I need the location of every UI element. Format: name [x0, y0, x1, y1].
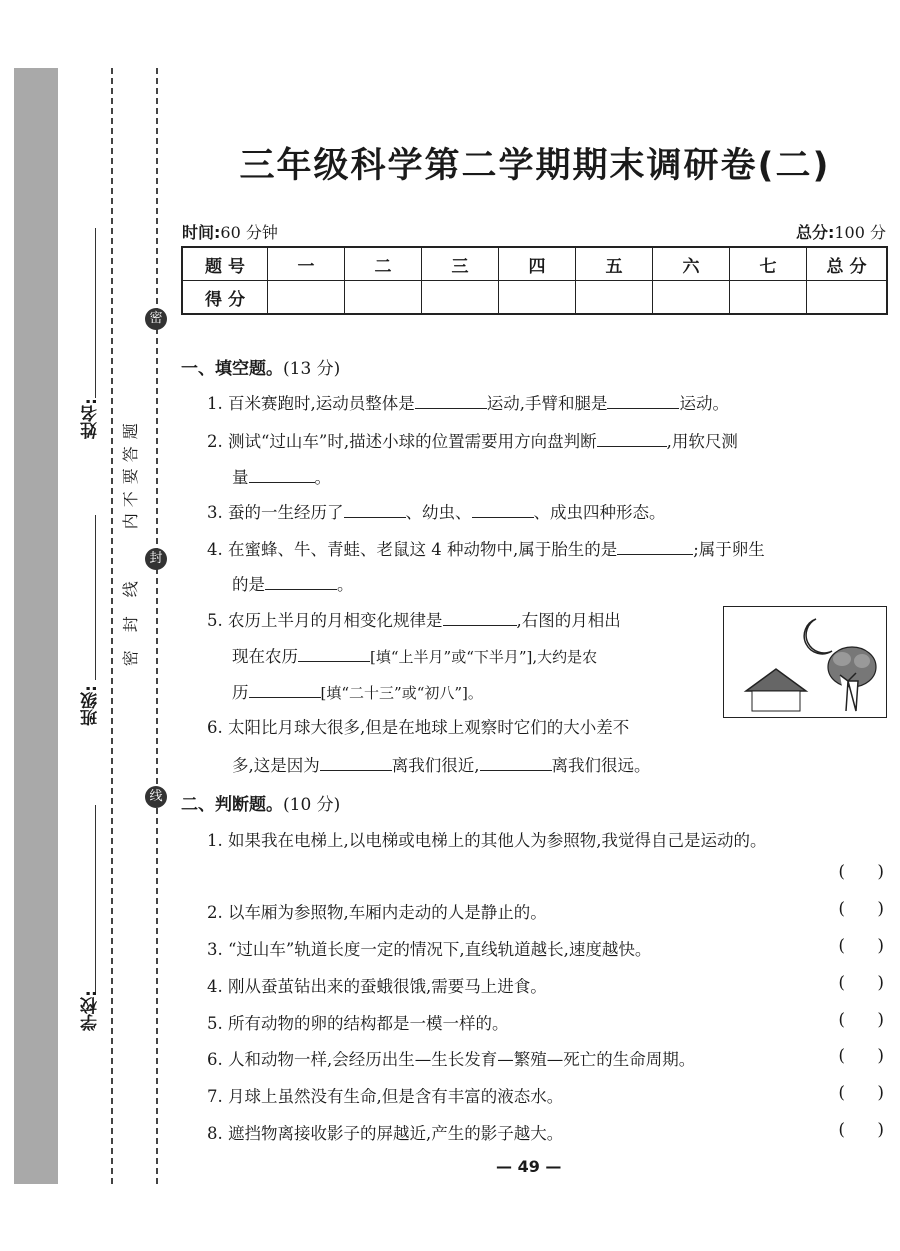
- fill-question-3: [207, 499, 666, 523]
- fill-question-6: [207, 714, 629, 738]
- q6-blank-1[interactable]: [320, 752, 392, 771]
- q1-blank-1[interactable]: [415, 390, 487, 409]
- time-value: 60 分钟: [220, 223, 278, 242]
- q4-text-d: 。: [337, 575, 354, 595]
- q2-text-a: 2. 测试“过山车”时,描述小球的位置需要用方向盘判断: [207, 432, 597, 452]
- q5-text-c: 现在农历: [232, 647, 298, 667]
- school-label: 学校:: [80, 990, 101, 1031]
- moon-phase-figure: [723, 606, 887, 718]
- score-table: [181, 246, 888, 315]
- q5-text-a: 5. 农历上半月的月相变化规律是: [207, 611, 443, 631]
- q2-text-b: ,用软尺测: [666, 432, 738, 452]
- q1-blank-2[interactable]: [607, 390, 679, 409]
- seal-feng: 封: [145, 548, 167, 570]
- score-header-cell: 一: [268, 247, 345, 281]
- crescent-moon-icon: [804, 619, 832, 654]
- fill-question-4: [207, 536, 765, 560]
- q4-text-b: ;属于卵生: [693, 540, 765, 560]
- q3-text-b: 、幼虫、: [405, 503, 472, 523]
- name-label: 姓名:: [80, 398, 101, 439]
- score-header-cell: 总 分: [807, 247, 888, 281]
- notice-char: 不: [120, 490, 140, 507]
- notice-char: 线: [120, 581, 140, 598]
- fill-question-4-cont: [232, 571, 354, 595]
- vertical-notice-2: [120, 578, 142, 670]
- judge-answer-5[interactable]: ( ): [838, 1010, 884, 1030]
- q4-text-a: 4. 在蜜蜂、牛、青蛙、老鼠这 4 种动物中,属于胎生的是: [207, 540, 618, 560]
- q4-blank-1[interactable]: [617, 536, 693, 555]
- judge-question-5: 5. 所有动物的卵的结构都是一模一样的。: [207, 1014, 509, 1033]
- total-value: 100 分: [834, 223, 886, 242]
- q6-blank-2[interactable]: [480, 752, 552, 771]
- fill-question-1: [207, 390, 729, 414]
- total-info: [796, 220, 886, 243]
- notice-char: 答: [120, 445, 140, 462]
- q3-blank-2[interactable]: [472, 499, 534, 518]
- judge-answer-6[interactable]: ( ): [838, 1046, 884, 1066]
- q6-text-a: 6. 太阳比月球大很多,但是在地球上观察时它们的大小差不: [207, 718, 630, 737]
- name-line: [95, 228, 96, 398]
- score-header-cell: 三: [422, 247, 499, 281]
- fill-question-6-cont: [232, 752, 651, 776]
- notice-char: 封: [120, 615, 140, 632]
- judge-answer-2[interactable]: ( ): [838, 899, 884, 919]
- section1-heading: [181, 354, 340, 379]
- score-header-cell: 六: [653, 247, 730, 281]
- score-cell[interactable]: [576, 281, 653, 315]
- class-line: [95, 515, 96, 680]
- notice-char: 密: [120, 650, 140, 667]
- section2-heading: [181, 790, 340, 815]
- section2-points: (10 分): [283, 795, 341, 815]
- notice-char: 内: [120, 513, 140, 530]
- time-label: 时间:: [182, 223, 221, 242]
- q5-blank-2[interactable]: [298, 643, 370, 662]
- house-roof-icon: [746, 669, 806, 691]
- notice-char: 要: [120, 468, 140, 485]
- q5-blank-1[interactable]: [443, 607, 517, 626]
- q4-text-c: 的是: [232, 575, 265, 595]
- q4-blank-2[interactable]: [265, 571, 337, 590]
- judge-answer-1[interactable]: ( ): [838, 862, 884, 882]
- fill-question-2-cont: [232, 464, 331, 488]
- score-cell[interactable]: [653, 281, 730, 315]
- score-cell[interactable]: [807, 281, 888, 315]
- q1-text-a: 1. 百米赛跑时,运动员整体是: [207, 394, 415, 414]
- notice-char: 题: [120, 423, 140, 440]
- q6-text-c: 离我们很近,: [391, 756, 480, 776]
- q5-text-d: [填“上半月”或“下半月”],大约是农: [370, 648, 598, 667]
- moon-scene-illustration: [724, 607, 886, 717]
- fill-question-5-cont2: [232, 679, 483, 703]
- q3-text-c: 、成虫四种形态。: [533, 503, 666, 523]
- q5-text-f: [填“二十三”或“初八”]。: [320, 684, 483, 703]
- judge-answer-8[interactable]: ( ): [838, 1120, 884, 1140]
- cut-line-inner: [156, 68, 158, 1184]
- page-title: 三年级科学第二学期期末调研卷(二): [239, 146, 831, 186]
- seal-xian: 线: [145, 786, 167, 808]
- seal-mi: 密: [145, 308, 167, 330]
- section1-points: (13 分): [283, 359, 341, 379]
- total-label: 总分:: [795, 223, 835, 242]
- vertical-notice: [120, 420, 142, 533]
- binding-strip: [14, 68, 58, 1184]
- judge-question-7: 7. 月球上虽然没有生命,但是含有丰富的液态水。: [207, 1087, 564, 1106]
- section1-title: 一、填空题。: [181, 359, 283, 379]
- class-field: [70, 685, 110, 730]
- judge-question-2: 2. 以车厢为参照物,车厢内走动的人是静止的。: [207, 903, 547, 922]
- q2-blank-1[interactable]: [597, 428, 667, 447]
- score-cell[interactable]: [730, 281, 807, 315]
- q3-text-a: 3. 蚕的一生经历了: [207, 503, 344, 523]
- score-header-cell: 七: [730, 247, 807, 281]
- page-number: — 49 —: [496, 1157, 562, 1176]
- q6-text-b: 多,这是因为: [232, 756, 320, 776]
- score-cell[interactable]: [422, 281, 499, 315]
- score-cell[interactable]: [268, 281, 345, 315]
- score-header-cell: 题 号: [182, 247, 268, 281]
- class-label: 班级:: [80, 685, 101, 726]
- q3-blank-1[interactable]: [344, 499, 406, 518]
- school-field: [70, 990, 110, 1035]
- q2-text-d: 。: [314, 468, 331, 488]
- q1-text-c: 运动。: [679, 394, 729, 414]
- judge-question-3: 3. “过山车”轨道长度一定的情况下,直线轨道越长,速度越快。: [207, 940, 652, 959]
- fill-question-5-cont: [232, 643, 597, 667]
- q2-blank-2[interactable]: [249, 464, 315, 483]
- q5-text-e: 历: [232, 683, 249, 703]
- score-header-cell: 五: [576, 247, 653, 281]
- score-header-row: [182, 247, 887, 281]
- time-info: [182, 220, 278, 243]
- judge-answer-3[interactable]: ( ): [838, 936, 884, 956]
- judge-answer-4[interactable]: ( ): [838, 973, 884, 993]
- q6-text-d: 离我们很远。: [551, 756, 651, 776]
- section2-title: 二、判断题。: [181, 795, 283, 815]
- fill-question-5: [207, 607, 621, 631]
- judge-question-6: 6. 人和动物一样,会经历出生—生长发育—繁殖—死亡的生命周期。: [207, 1050, 696, 1069]
- score-cell[interactable]: [499, 281, 576, 315]
- judge-question-1: 1. 如果我在电梯上,以电梯或电梯上的其他人为参照物,我觉得自己是运动的。: [207, 831, 767, 850]
- score-row-label: 得 分: [182, 281, 268, 315]
- judge-question-4: 4. 刚从蚕茧钻出来的蚕蛾很饿,需要马上进食。: [207, 977, 547, 996]
- q5-blank-3[interactable]: [249, 679, 321, 698]
- cut-line-outer: [111, 68, 113, 1184]
- judge-answer-7[interactable]: ( ): [838, 1083, 884, 1103]
- q5-text-b: ,右图的月相出: [516, 611, 621, 631]
- name-field: [70, 398, 110, 443]
- q2-text-c: 量: [232, 468, 249, 488]
- score-header-cell: 四: [499, 247, 576, 281]
- q1-text-b: 运动,手臂和腿是: [486, 394, 608, 414]
- tree-icon: [828, 647, 876, 711]
- score-cell[interactable]: [345, 281, 422, 315]
- fill-question-2: [207, 428, 738, 452]
- judge-question-8: 8. 遮挡物离接收影子的屏越近,产生的影子越大。: [207, 1124, 564, 1143]
- school-line: [95, 805, 96, 995]
- score-row: [182, 281, 887, 315]
- house-wall-icon: [752, 691, 800, 711]
- score-header-cell: 二: [345, 247, 422, 281]
